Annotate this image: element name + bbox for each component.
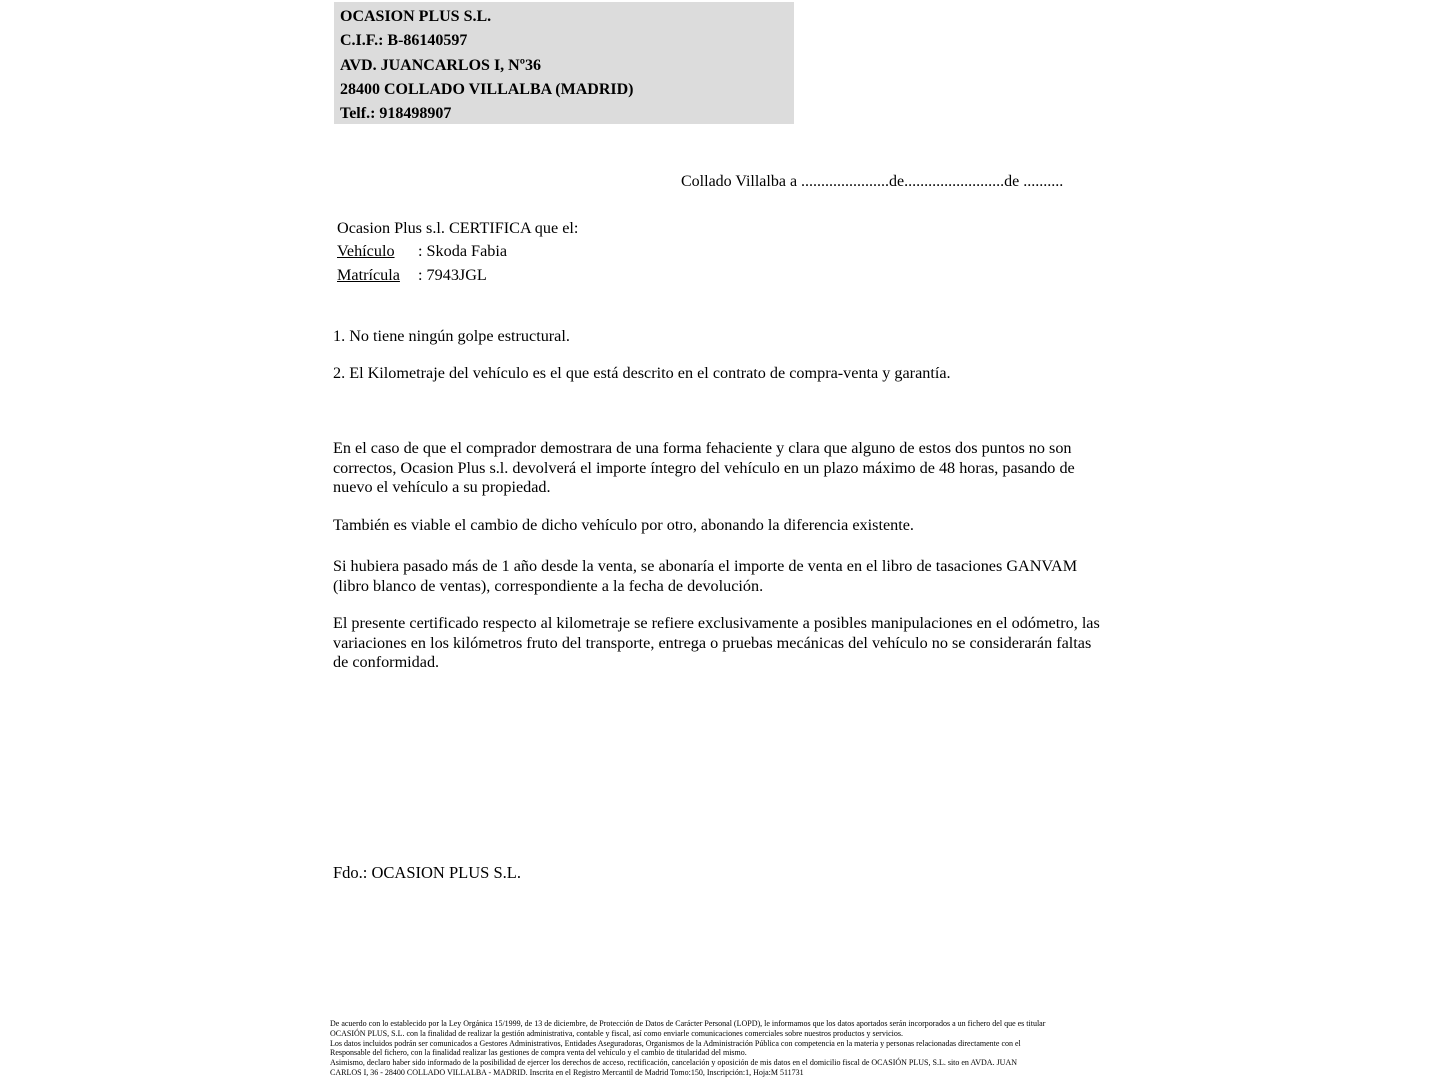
vehicle-row [337,240,578,263]
legal-line: De acuerdo con lo establecido por la Ley Orgánica 15/1999, de 13 de diciembre, de Protección de Datos de Carácter Personal (LOPD), le informamos que los datos aportados serán incorporados a un fichero del que es titular [330,1019,1046,1028]
signature-line: Fdo.: OCASION PLUS S.L. [333,863,521,882]
certify-intro: Ocasion Plus s.l. CERTIFICA que el: [337,219,579,237]
vehicle-label-cell [337,240,418,263]
vehicle-label: Vehículo [337,242,395,261]
legal-line: CARLOS I, 36 - 28400 COLLADO VILLALBA - MADRID. Inscrita en el Registro Mercantil de Madrid Tomo:150, Inscripción:1, Hoja:M 511731 [330,1067,804,1077]
terms-paragraph-exchange: También es viable el cambio de dicho vehículo por otro, abonando la diferencia existente. [333,516,914,534]
company-name: OCASION PLUS S.L. [340,8,492,25]
terms-paragraph-odometer: El presente certificado respecto al kilometraje se refiere exclusivamente a posibles manipulaciones en el odómetro, las variaciones en los kilómetros fruto del transporte, entrega o pruebas mecánicas del vehículo no se considerarán faltas de conformidad. [333,614,1100,671]
certify-block [337,217,578,287]
certificate-point-2: 2. El Kilometraje del vehículo es el que está descrito en el contrato de compra-venta y garantía. [333,364,951,382]
date-blank-line: Collado Villalba a ......................de.........................de .......... [681,173,1064,190]
company-phone: Telf.: 918498907 [340,105,452,123]
vehicle-value: : Skoda Fabia [418,242,508,261]
plate-label: Matrícula [337,265,400,284]
plate-value: : 7943JGL [418,265,487,284]
company-cif: C.I.F.: B-86140597 [340,32,468,50]
company-header-block [334,2,794,124]
legal-line: Responsable del fichero, con la finalidad realizar las gestiones de compra venta del vehículo y el cambio de titularidad del mismo. [330,1048,747,1058]
legal-line: Los datos incluidos podrán ser comunicados a Gestores Administrativos, Entidades Aseguradoras, Organismos de la Administración Pública con competencia en la materia y personas relacionadas directamente con el [330,1038,1021,1048]
company-city: 28400 COLLADO VILLALBA (MADRID) [340,80,634,98]
legal-line: Asimismo, declaro haber sido informado de la posibilidad de ejercer los derechos de acceso, rectificación, cancelación y oposición de mis datos en el domicilio fiscal de OCASIÓN PLUS, S.L. sito en AVDA. JUAN [330,1058,1018,1067]
plate-label-cell [337,264,418,287]
legal-line: OCASIÓN PLUS, S.L. con la finalidad de realizar la gestión administrativa, contable y fiscal, así como enviarle comunicaciones comerciales sobre nuestros productos y servicios. [330,1028,903,1038]
certificate-point-1: 1. No tiene ningún golpe estructural. [333,327,570,345]
plate-row [337,264,578,287]
legal-fine-print [330,1019,1045,1078]
terms-paragraph-ganvam: Si hubiera pasado más de 1 año desde la venta, se abonaría el importe de venta en el libro de tasaciones GANVAM (libro blanco de ventas), correspondiente a la fecha de devolución. [333,557,1078,595]
terms-paragraph-refund: En el caso de que el comprador demostrara de una forma fehaciente y clara que alguno de estos dos puntos no son correctos, Ocasion Plus s.l. devolverá el importe íntegro del vehículo en un plazo máximo de 48 horas, pasando de nuevo el vehículo a su propiedad. [333,439,1075,496]
company-address: AVD. JUANCARLOS I, Nº36 [340,56,542,74]
